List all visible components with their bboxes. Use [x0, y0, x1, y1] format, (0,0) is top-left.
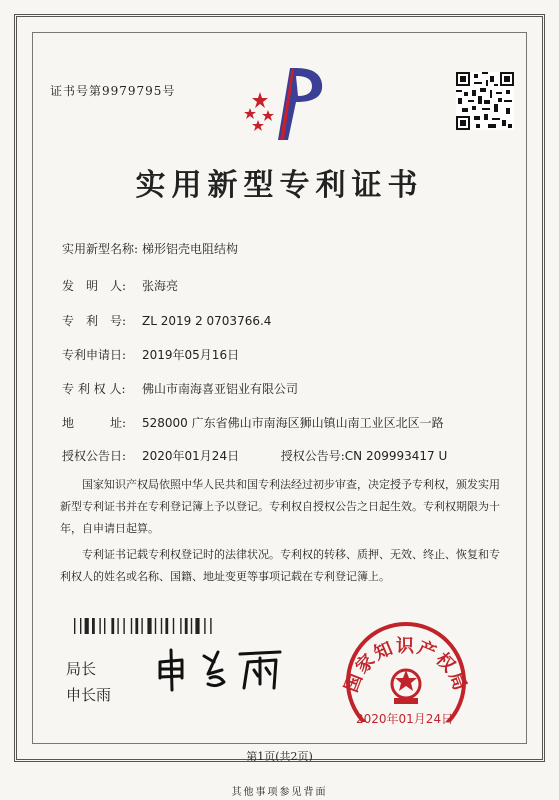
field-label: 地 址:	[62, 416, 127, 430]
field-patent-number	[62, 312, 271, 329]
certificate-title: 实用新型专利证书	[135, 168, 424, 203]
field-label: 发 明 人:	[62, 279, 127, 293]
field-utility-model-name	[62, 240, 238, 257]
field-value: CN 209993417 U	[344, 449, 448, 463]
qr-code-icon[interactable]	[456, 72, 514, 130]
barcode-icon	[74, 618, 244, 634]
signature-role: 局长	[66, 660, 97, 678]
legal-status-paragraph: 专利证书记载专利权登记时的法律状况。专利权的转移、质押、无效、终止、恢复和专利权人的姓名或名称、国籍、地址变更等事项记载在专利登记簿上。	[60, 548, 500, 583]
field-label: 专 利 权 人:	[62, 382, 126, 396]
field-label: 专利申请日:	[62, 348, 127, 362]
handwritten-signature-icon	[152, 644, 292, 694]
field-application-date	[62, 346, 239, 363]
official-seal-icon	[336, 612, 476, 722]
field-patentee	[62, 380, 298, 397]
footnote: 其他事项参见背面	[231, 787, 328, 798]
field-address	[62, 414, 444, 431]
field-value: 528000 广东省佛山市南海区狮山镇山南工业区北区一路	[142, 416, 444, 430]
seal-date: 2020年01月24日	[356, 712, 454, 726]
field-value: 梯形铝壳电阻结构	[142, 242, 239, 256]
field-value: 张海亮	[142, 279, 179, 293]
certificate-number: 证书号第9979795号	[50, 84, 176, 98]
grant-statement-paragraph: 国家知识产权局依照中华人民共和国专利法经过初步审查，决定授予专利权，颁发实用新型专利证书并在专利登记簿上予以登记。专利权自授权公告之日起生效。专利权期限为十年，自申请日起算。	[60, 478, 500, 535]
seal-text: 国家知识产权局	[340, 636, 472, 696]
field-inventor	[62, 277, 178, 294]
field-value: 佛山市南海喜亚铝业有限公司	[142, 382, 299, 396]
field-label: 实用新型名称:	[62, 242, 139, 256]
cnipa-emblem-icon	[238, 62, 328, 144]
field-label: 授权公告号:	[280, 449, 345, 463]
field-value: 2019年05月16日	[142, 348, 240, 362]
field-label: 授权公告日:	[62, 449, 127, 463]
field-value: ZL 2019 2 0703766.4	[142, 314, 272, 328]
field-value: 2020年01月24日	[142, 449, 240, 463]
page-number: 第1页(共2页)	[246, 750, 313, 763]
signature-name: 申长雨	[66, 686, 112, 704]
field-label: 专 利 号:	[62, 314, 127, 328]
field-grant-date	[62, 447, 447, 464]
